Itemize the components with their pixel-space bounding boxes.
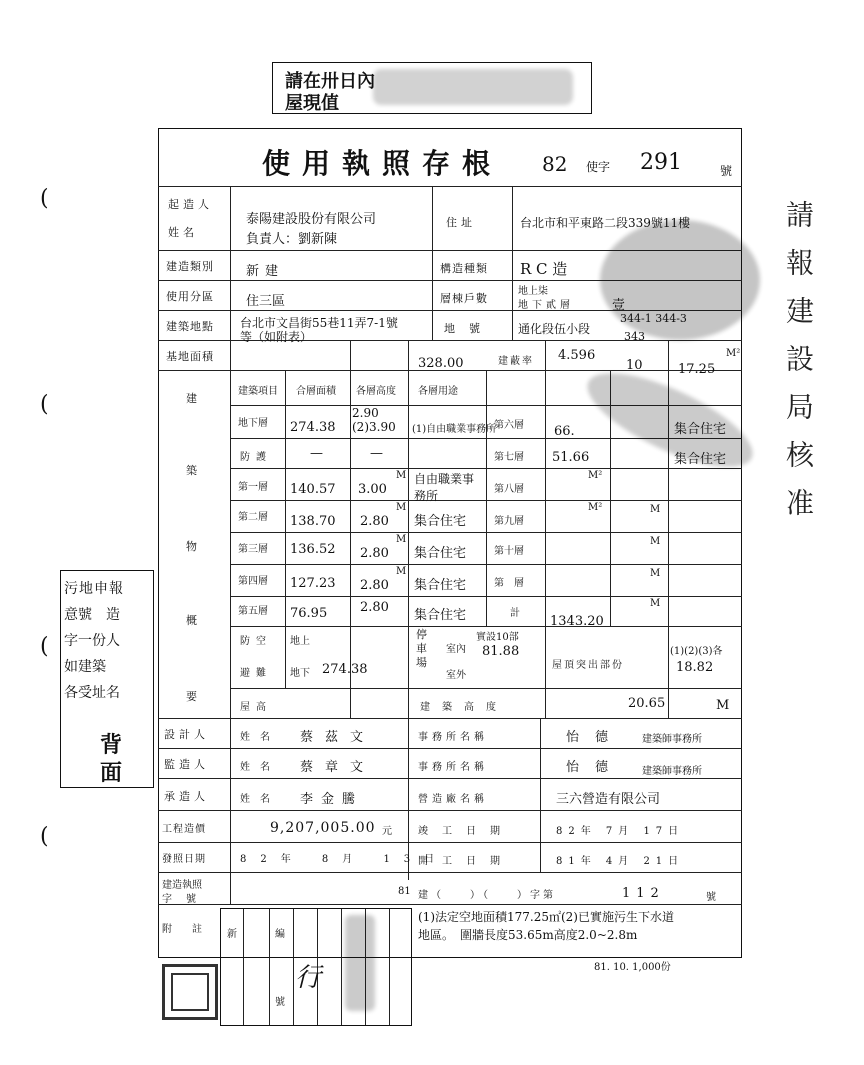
label-supervisor: 監造人 <box>164 758 209 771</box>
punch-mark: ( <box>40 186 49 211</box>
label-outdoor: 室外 <box>446 670 466 681</box>
label-designer: 設計人 <box>164 728 209 741</box>
col-line <box>486 370 487 626</box>
label-permit-1: 建造執照 <box>162 880 202 891</box>
label-building-1: 建 <box>186 392 201 405</box>
unit-m: M <box>396 566 407 577</box>
row-line <box>158 748 742 749</box>
label-shelter: 避難 <box>240 668 272 679</box>
row-line <box>158 842 742 843</box>
indoor-value: 81.88 <box>482 644 520 659</box>
unit-m: M <box>650 598 661 609</box>
floor-n-name: 第 層 <box>494 578 524 589</box>
floor-b-area: 274.38 <box>290 420 336 435</box>
floor-b-name: 地下層 <box>238 418 268 429</box>
build-type: 新建 <box>246 264 285 279</box>
floor-6-name: 第六層 <box>494 420 524 431</box>
label-total: 計 <box>510 608 520 619</box>
label-indoor: 室內 <box>446 644 466 655</box>
label-building-3: 物 <box>186 540 201 553</box>
open-space: 17.25 <box>678 362 716 377</box>
signature-handwritten: 行 <box>295 963 322 993</box>
designer-name: 蔡茲文 <box>300 730 376 745</box>
note-smudge <box>373 69 573 105</box>
label-cost: 工程造價 <box>162 824 206 835</box>
left-slip-line2: 意號 造 <box>64 607 120 623</box>
bld-height-unit: M <box>716 698 730 713</box>
col-line <box>230 186 231 904</box>
permit-text: 建（ ）（ ）字第 <box>418 890 556 901</box>
floor-5-name: 第五層 <box>238 606 268 617</box>
floor-3-use: 集合住宅 <box>414 546 467 561</box>
total-area: 1343.20 <box>550 614 604 629</box>
lot-numbers: 344-1 344-3 <box>620 312 687 325</box>
floor-7-name: 第七層 <box>494 452 524 463</box>
applicant-owner: 負責人：劉新陳 <box>246 232 338 247</box>
form-number-prefix: 82 <box>542 152 568 176</box>
supervisor-office-label: 事務所名稱 <box>418 762 488 773</box>
label-lot: 地號 <box>444 322 494 335</box>
back-label-2: 面 <box>100 760 123 786</box>
label-below: 地下 <box>290 668 310 679</box>
punch-mark: ( <box>40 392 49 417</box>
permit-suffix: 號 <box>706 892 716 903</box>
form-number-suffix: 號 <box>720 164 733 178</box>
left-slip-line1: 污地申報 <box>64 581 124 597</box>
floor-6-use: 集合住宅 <box>674 422 727 437</box>
below-area: 274.38 <box>322 662 368 677</box>
floor-3-area: 136.52 <box>290 542 336 557</box>
complete-date: 82年 7月 17日 <box>556 826 685 837</box>
print-run: 81. 10. 1,000份 <box>594 962 671 973</box>
unit-m2: M² <box>588 502 603 513</box>
floor-1-name: 第一層 <box>238 482 268 493</box>
designer-office: 怡德 <box>566 730 625 745</box>
floor-2-height: 2.80 <box>360 514 389 529</box>
label-use-zone: 使用分區 <box>166 290 214 303</box>
label-address: 住址 <box>446 216 476 229</box>
floor-7-use: 集合住宅 <box>674 452 727 467</box>
unit-m: M <box>650 568 661 579</box>
label-roof: 屋頂突出部份 <box>552 660 624 671</box>
site-line2: 等（如附表） <box>240 330 313 344</box>
permit-year: 81 <box>398 886 411 897</box>
floor-p-name: 防護 <box>240 452 272 463</box>
row-line <box>230 688 742 689</box>
col-line <box>512 186 513 340</box>
form-number: 291 <box>640 150 682 175</box>
approval-block <box>220 908 412 1026</box>
left-slip-line4: 如建築 <box>64 659 106 675</box>
col-line <box>432 186 433 340</box>
label-defense: 防空 <box>240 636 272 647</box>
start-date: 81年 4月 21日 <box>556 856 685 867</box>
floors-below: 地下貳層 <box>518 300 574 311</box>
floor-4-height: 2.80 <box>360 578 389 593</box>
floor-4-name: 第四層 <box>238 576 268 587</box>
form-title: 使用執照存根 <box>262 147 503 180</box>
floor-5-height: 2.80 <box>360 600 389 615</box>
row-line <box>230 626 742 627</box>
unit-m2: M² <box>726 348 741 359</box>
top-note <box>272 62 592 114</box>
designer-office-label: 事務所名稱 <box>418 732 488 743</box>
stamp-new: 新 <box>227 929 237 940</box>
punch-mark: ( <box>40 634 49 659</box>
official-seal <box>162 964 218 1020</box>
stamp-edit: 編 <box>275 929 285 940</box>
lot-number-2: 343 <box>624 330 645 343</box>
bcr-value: 4.596 <box>558 348 596 363</box>
floor-3-height: 2.80 <box>360 546 389 561</box>
floors-units: 壹 <box>612 298 626 313</box>
label-structure: 構造種類 <box>440 262 488 275</box>
cost-unit: 元 <box>382 826 392 837</box>
unit-m2: M² <box>588 470 603 481</box>
cost-value: 9,207,005.00 <box>270 820 376 836</box>
indoor-note: 實設10部 <box>476 632 519 643</box>
col-line <box>545 340 546 718</box>
issue-date: 82年 8月 13日 <box>240 854 449 865</box>
bcr-10: 10 <box>626 358 643 373</box>
unit-m: M <box>650 536 661 547</box>
floor-1-height: 3.00 <box>358 482 387 497</box>
use-zone: 住三區 <box>246 294 286 309</box>
label-building-5: 要 <box>186 690 201 703</box>
floor-8-name: 第八層 <box>494 484 524 495</box>
floor-10-name: 第十層 <box>494 546 524 557</box>
base-area: 328.00 <box>418 356 464 371</box>
label-build-type: 建造類別 <box>166 260 214 273</box>
ink-stamp-right <box>600 220 760 340</box>
roof-note: (1)(2)(3)各 <box>670 646 723 657</box>
floor-5-use: 集合住宅 <box>414 608 467 623</box>
col-line <box>408 340 409 880</box>
supervisor-name-label: 姓名 <box>240 762 280 773</box>
stamp-number: 號 <box>275 997 285 1008</box>
floor-2-use: 集合住宅 <box>414 514 467 529</box>
supervisor-name: 蔡章文 <box>300 760 376 775</box>
label-site: 建築地點 <box>166 320 214 333</box>
site-line1: 台北市文昌街55巷11弄7-1號 <box>240 316 398 330</box>
label-bld-height: 建築高度 <box>420 702 508 713</box>
left-slip-line3: 字一份人 <box>64 633 120 649</box>
right-vertical-text: 請報建設局核准 <box>782 200 815 536</box>
top-note-line2: 屋現值 <box>285 93 339 114</box>
structure: R C 造 <box>520 260 568 278</box>
label-start: 開工日期 <box>418 856 514 867</box>
label-bcr: 建蔽率 <box>498 356 534 367</box>
row-line <box>158 186 742 187</box>
label-floors: 層棟戶數 <box>440 292 488 305</box>
header-area: 合層面積 <box>296 386 336 397</box>
permit-number: 112 <box>622 886 665 901</box>
supervisor-office-type: 建築師事務所 <box>642 766 702 777</box>
row-line <box>158 872 742 873</box>
label-above: 地上 <box>290 636 310 647</box>
row-line <box>158 904 742 905</box>
header-height: 各層高度 <box>356 386 396 397</box>
label-remarks: 附註 <box>162 924 222 935</box>
floors-above: 地上柒 <box>518 286 548 297</box>
floor-b-use: (1)自由職業事務所 <box>412 424 497 435</box>
label-building-2: 築 <box>186 464 201 477</box>
contractor-company: 三六營造有限公司 <box>556 792 661 807</box>
punch-mark: ( <box>40 824 49 849</box>
top-note-line1: 請在卅日內 <box>285 71 375 92</box>
contractor-company-label: 營造廠名稱 <box>418 794 488 805</box>
designer-office-type: 建築師事務所 <box>642 734 702 745</box>
col-line <box>540 718 541 872</box>
remarks-line1: (1)法定空地面積177.25㎡(2)已實施污生下水道 <box>418 910 674 924</box>
floor-7-area: 51.66 <box>552 450 590 465</box>
unit-m: M <box>396 502 407 513</box>
remarks-line2: 地區。 圍牆長度53.65m高度2.0~2.8m <box>418 928 638 942</box>
roof-value: 18.82 <box>676 660 714 675</box>
col-line <box>285 370 286 688</box>
designer-name-label: 姓名 <box>240 732 280 743</box>
left-slip-line5: 各受址名 <box>64 685 120 701</box>
floor-2-name: 第二層 <box>238 512 268 523</box>
unit-m: M <box>650 504 661 515</box>
floor-1-use: 自由職業事務所 <box>414 472 475 503</box>
label-builder: 起造人 <box>168 198 213 211</box>
contractor-name-label: 姓名 <box>240 794 280 805</box>
applicant-company: 泰陽建設股份有限公司 <box>246 212 377 227</box>
row-line <box>158 778 742 779</box>
floor-2-area: 138.70 <box>290 514 336 529</box>
floor-9-name: 第九層 <box>494 516 524 527</box>
label-base-area: 基地面積 <box>166 350 214 363</box>
contractor-name: 李金騰 <box>300 792 364 807</box>
floor-5-area: 76.95 <box>290 606 328 621</box>
header-use: 各層用途 <box>418 386 458 397</box>
floor-4-use: 集合住宅 <box>414 578 467 593</box>
row-line <box>158 718 742 719</box>
lot-section: 通化段伍小段 <box>518 322 591 336</box>
bld-height-value: 20.65 <box>628 696 666 711</box>
floor-1-area: 140.57 <box>290 482 336 497</box>
label-parking: 停車場 <box>416 628 427 669</box>
label-permit-2: 字號 <box>162 894 210 905</box>
floor-3-name: 第三層 <box>238 544 268 555</box>
floor-4-area: 127.23 <box>290 576 336 591</box>
floor-6-area: 66. <box>554 424 575 439</box>
row-line <box>158 810 742 811</box>
supervisor-office: 怡德 <box>566 760 625 775</box>
label-complete: 竣工日期 <box>418 826 514 837</box>
label-issue: 發照日期 <box>162 854 206 865</box>
label-contractor: 承造人 <box>164 790 209 803</box>
unit-m: M <box>396 534 407 545</box>
floor-p-height: — <box>370 446 383 461</box>
ink-stamp <box>345 915 375 1011</box>
back-label-1: 背 <box>100 732 123 758</box>
applicant-address: 台北市和平東路二段339號11樓 <box>520 216 691 230</box>
floor-b-height: 2.90 (2)3.90 <box>352 406 396 434</box>
unit-m: M <box>396 470 407 481</box>
header-item: 建築項目 <box>238 386 278 397</box>
form-number-word: 使字 <box>586 160 611 174</box>
floor-p-area: — <box>310 446 323 461</box>
label-building-4: 概 <box>186 614 201 627</box>
label-roof-height: 屋高 <box>240 702 272 713</box>
label-builder-name: 姓名 <box>168 226 198 239</box>
